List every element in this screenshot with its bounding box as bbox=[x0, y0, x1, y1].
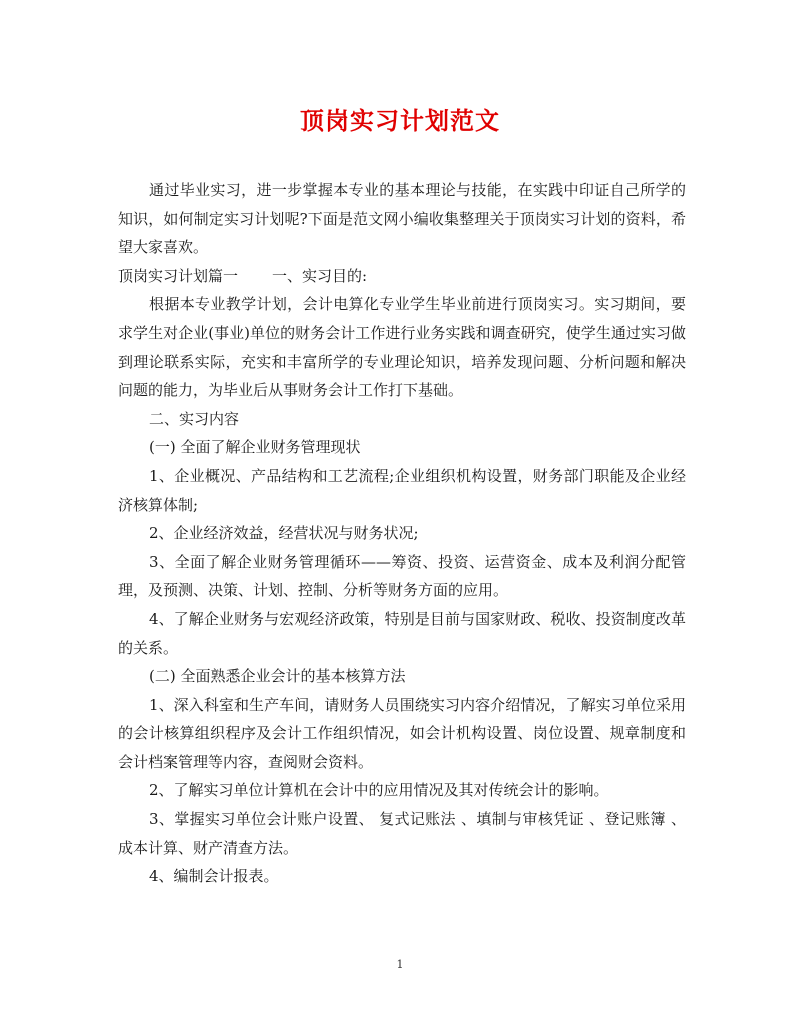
document-title: 顶岗实习计划范文 bbox=[300, 106, 500, 135]
subsection-heading-2: (二) 全面熟悉企业会计的基本核算方法 bbox=[149, 667, 406, 686]
section-heading-line bbox=[118, 262, 686, 291]
list-item: 2、了解实习单位计算机在会计中的应用情况及其对传统会计的影响。 bbox=[149, 781, 609, 800]
subsection-heading-1: (一) 全面了解企业财务管理现状 bbox=[149, 438, 361, 457]
list-item: 1、深入科室和生产车间，请财务人员围绕实习内容介绍情况，了解实习单位采用的会计核算组织程序及会计工作组织情况，如会计机构设置、岗位设置、规章制度和会计档案管理等内容，查阅财会资料。 bbox=[118, 695, 686, 771]
list-item: 1、企业概况、产品结构和工艺流程;企业组织机构设置，财务部门职能及企业经济核算体制; bbox=[118, 466, 686, 514]
purpose-paragraph: 根据本专业教学计划，会计电算化专业学生毕业前进行顶岗实习。实习期间，要求学生对企业(事业)单位的财务会计工作进行业务实践和调查研究，使学生通过实习做到理论联系实际，充实和丰富所学的专业理论知识，培养发现问题、分析问题和解决问题的能力，为毕业后从事财务会计工作打下基础。 bbox=[118, 295, 686, 400]
list-item: 4、了解企业财务与宏观经济政策，特别是目前与国家财政、税收、投资制度改革的关系。 bbox=[118, 609, 686, 657]
page-number: 1 bbox=[396, 958, 404, 971]
list-item: 4、编制会计报表。 bbox=[149, 867, 279, 886]
list-item: 3、全面了解企业财务管理循环——筹资、投资、运营资金、成本及利润分配管理，及预测、决策、计划、控制、分析等财务方面的应用。 bbox=[118, 552, 686, 600]
list-item: 3、掌握实习单位会计账户设置、 复式记账法 、填制与审核凭证 、登记账簿 、成本计算、财产清查方法。 bbox=[118, 810, 686, 857]
section-heading: 一、实习目的: bbox=[272, 266, 368, 285]
section-label: 顶岗实习计划篇一 bbox=[118, 266, 239, 285]
content-heading: 二、实习内容 bbox=[149, 409, 240, 428]
list-item: 2、企业经济效益，经营状况与财务状况; bbox=[149, 524, 419, 543]
intro-paragraph: 通过毕业实习，进一步掌握本专业的基本理论与技能，在实践中印证自己所学的知识，如何制定实习计划呢?下面是范文网小编收集整理关于顶岗实习计划的资料，希望大家喜欢。 bbox=[118, 181, 686, 257]
document-body bbox=[118, 176, 686, 891]
